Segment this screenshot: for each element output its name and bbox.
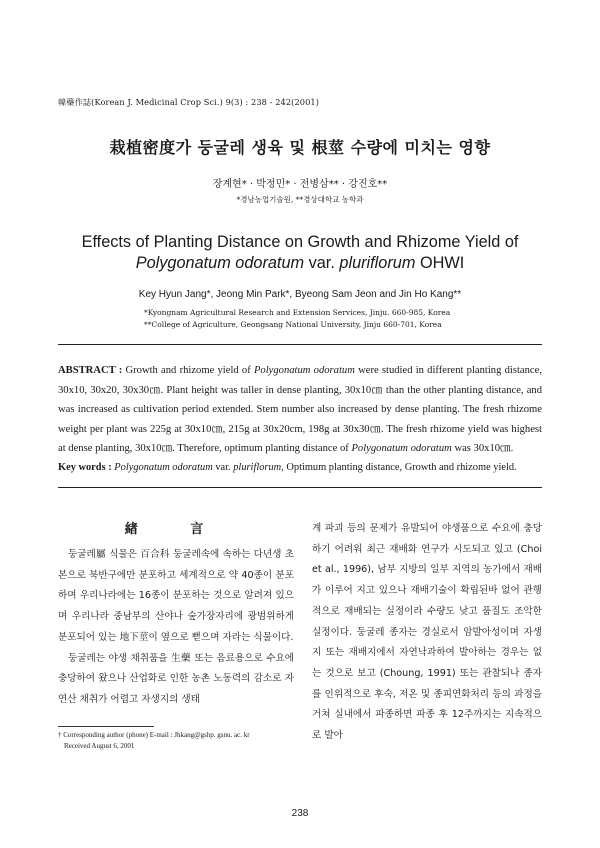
abstract-bottom-rule — [58, 487, 542, 488]
korean-authors: 장계현* · 박정민* · 전병삼** · 강진호** — [212, 179, 388, 190]
abstract-species: Polygonatum odoratum — [253, 365, 355, 376]
english-title-line1: Effects of Planting Distance on Growth and Rhizome Yield of — [81, 233, 519, 251]
english-affiliations — [144, 307, 450, 330]
journal-citation: 韓藥作誌(Korean J. Medicinal Crop Sci.) 9(3) : 238 - 242(2001) — [58, 97, 319, 107]
right-column — [312, 519, 542, 747]
english-title-species: Polygonatum odoratum — [135, 254, 305, 272]
footnote-rule — [58, 726, 154, 727]
abstract-part2: were studied in different planting distance, 30x10, 30x20, 30x30㎝. Plant height was taller in dense planting, 30x10㎝ than the other planting distance, and was increased as cultivation period extended. Stem number also increased by dense planting. The fresh rhizome weight per plant was 225g at 30x10㎝, 215g at 30x20cm, 198g at 30x30㎝. The fresh rhizome yield was highest at dense planting, 30x10㎝. Therefore, optimum planting distance of — [58, 365, 542, 454]
abstract-part3: was 30x10㎝. — [454, 443, 514, 454]
keywords-var: var. — [215, 462, 231, 473]
keywords-species: Polygonatum odoratum — [114, 462, 213, 473]
english-title-variety: pluriflorum — [339, 254, 416, 272]
abstract — [58, 361, 542, 459]
abstract-part1: Growth and rhizome yield of — [125, 365, 251, 376]
english-title-line2 — [0, 253, 600, 274]
keywords-rest: Optimum planting distance, Growth and rhizome yield. — [286, 462, 517, 473]
abstract-top-rule — [58, 344, 542, 345]
keywords — [58, 462, 542, 473]
corresponding-author: † Corresponding author (phone) E-mail : Jhkang@gshp. gsnu. ac. kr — [58, 731, 250, 739]
right-paragraph: 계 파괴 등의 문제가 유발되어 야생품으로 수요에 충당하기 어려워 최근 재배화 연구가 시도되고 있고 (Choi et al., 1996), 남부 지방의 일부 지역의 농가에서 재배가 이루어 지고 있으나 재배기술이 확립된바 없어 관행적으로 재배되는 실정이라 수량도 낮고 품질도 조악한 실정이다. 둥굴레 종자는 경실로서 암발아성이며 자생지 또는 재배지에서 자연낙과하여 발아하는 경우는 없는 것으로 보고 (Choung, 1991) 또는 관찰되나 종자를 인위적으로 후숙, 저온 및 종피연화처리 등의 과정을 거쳐 실내에서 파종하면 파종 후 12주까지는 지속적으로 발아 — [312, 523, 542, 742]
english-title — [0, 232, 600, 274]
left-column — [58, 545, 294, 711]
korean-title: 栽植密度가 둥굴레 생육 및 根莖 수량에 미치는 영향 — [109, 138, 491, 157]
keywords-label: Key words : — [58, 462, 112, 473]
left-paragraph-1: 둥굴레屬 식물은 百合科 둥굴레속에 속하는 다년생 초본으로 북반구에만 분포하고 세계적으로 약 40종이 분포하며 우리나라에는 16종이 분포하는 것으로 알려져 있으며 우리나라 중남부의 산야나 숲가장자리에 광범위하게 분포되어 있는 地下莖이 옆으로 뻗으며 자라는 식물이다. — [58, 549, 294, 643]
english-title-var: var. — [308, 254, 335, 272]
left-paragraph-2: 둥굴레는 야생 채취품을 生藥 또는 음료용으로 수요에 충당하여 왔으나 산업화로 인한 농촌 노동력의 감소로 자연산 채취가 어렵고 자생지의 생태 — [58, 652, 294, 705]
received-date: Received August 6, 2001 — [64, 741, 135, 750]
affiliation-2: **College of Agriculture, Geongsang National University, Jinju 660-701, Korea — [144, 319, 442, 329]
footnote — [58, 730, 250, 751]
page-number: 238 — [291, 808, 309, 819]
english-title-authority: OHWI — [419, 254, 465, 272]
korean-affiliations: *경남농업기술원, **경상대학교 농학과 — [236, 195, 364, 204]
english-authors: Key Hyun Jang*, Jeong Min Park*, Byeong Sam Jeon and Jin Ho Kang** — [138, 289, 462, 300]
abstract-label: ABSTRACT : — [58, 365, 123, 376]
section-title: 緖 言 — [124, 522, 228, 537]
affiliation-1: *Kyongnam Agricultural Research and Extension Services, Jinju. 660-985, Korea — [144, 308, 451, 317]
abstract-species-2: Polygonatum odoratum — [351, 443, 452, 454]
keywords-variety: pluriflorum, — [233, 462, 284, 473]
